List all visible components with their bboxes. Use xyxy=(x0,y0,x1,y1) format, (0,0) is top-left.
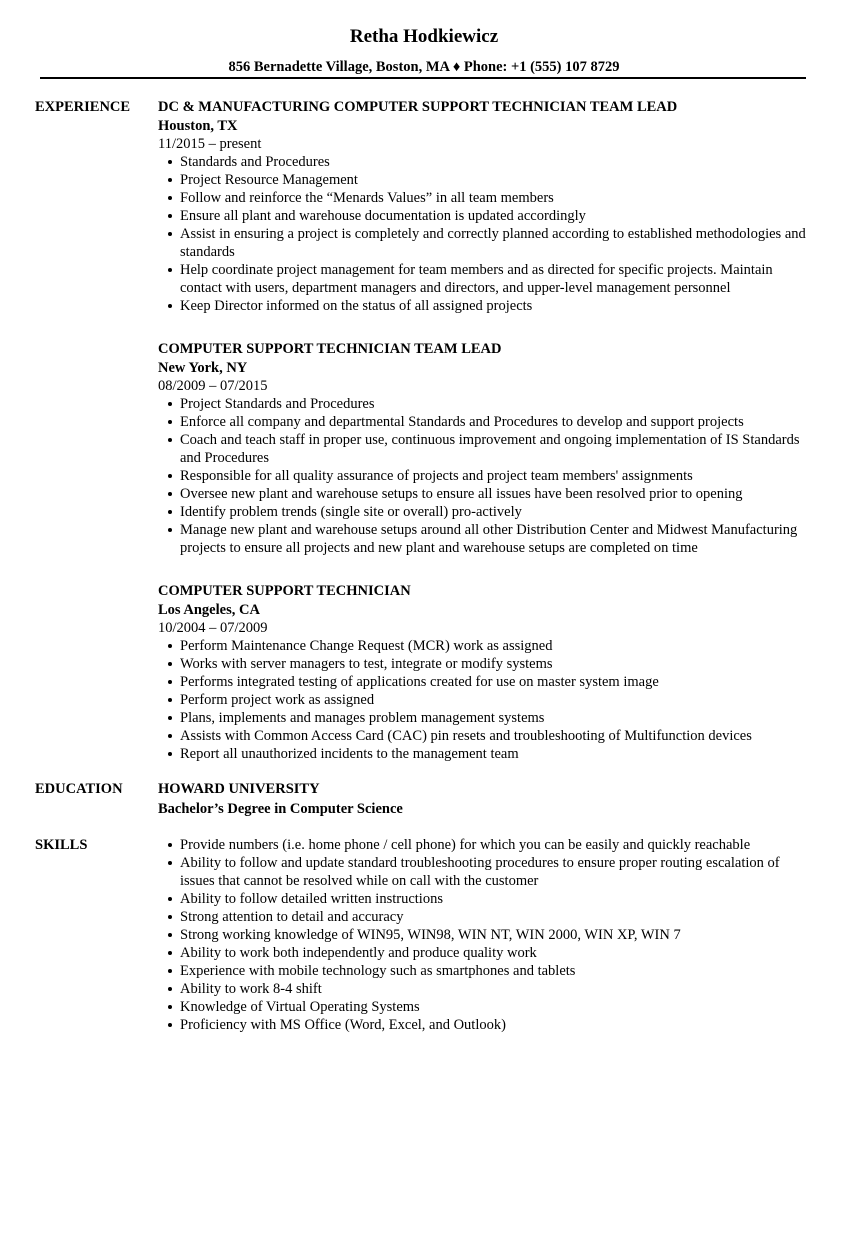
list-item: Strong working knowledge of WIN95, WIN98, WIN NT, WIN 2000, WIN XP, WIN 7 xyxy=(180,926,810,944)
candidate-name: Retha Hodkiewicz xyxy=(349,26,499,47)
list-item: Enforce all company and departmental Standards and Procedures to develop and support projects xyxy=(180,413,810,431)
list-item: Knowledge of Virtual Operating Systems xyxy=(180,998,810,1016)
list-item: Assist in ensuring a project is completely and correctly planned according to established methodologies and standards xyxy=(180,225,810,261)
list-item: Plans, implements and manages problem management systems xyxy=(180,709,810,727)
list-item: Keep Director informed on the status of all assigned projects xyxy=(180,297,810,315)
section-label-experience: EXPERIENCE xyxy=(35,99,131,115)
list-item: Ability to work 8-4 shift xyxy=(180,980,810,998)
list-item: Ensure all plant and warehouse documentation is updated accordingly xyxy=(180,207,810,225)
list-item: Help coordinate project management for team members and as directed for specific projects. Maintain contact with users, department managers and directors, and upper-level management personnel xyxy=(180,261,810,297)
list-item: Project Standards and Procedures xyxy=(180,395,810,413)
list-item: Coach and teach staff in proper use, continuous improvement and ongoing implementation of IS Standards and Procedures xyxy=(180,431,810,467)
job-dates: 08/2009 – 07/2015 xyxy=(158,378,268,394)
contact-info: 856 Bernadette Village, Boston, MA ♦ Phone: +1 (555) 107 8729 xyxy=(228,59,620,75)
section-label-education: EDUCATION xyxy=(35,781,123,797)
job-title: COMPUTER SUPPORT TECHNICIAN xyxy=(158,583,411,599)
list-item: Ability to follow and update standard troubleshooting procedures to ensure proper routing escalation of issues that cannot be resolved while on call with the customer xyxy=(180,854,810,890)
job-location: Houston, TX xyxy=(158,118,238,134)
list-item: Performs integrated testing of applications created for use on master system image xyxy=(180,673,810,691)
school-name: HOWARD UNIVERSITY xyxy=(158,781,320,797)
job-location: New York, NY xyxy=(158,360,248,376)
list-item: Experience with mobile technology such as smartphones and tablets xyxy=(180,962,810,980)
list-item: Responsible for all quality assurance of projects and project team members' assignments xyxy=(180,467,810,485)
header-divider xyxy=(40,77,806,79)
list-item: Ability to work both independently and produce quality work xyxy=(180,944,810,962)
job-title: DC & MANUFACTURING COMPUTER SUPPORT TECHNICIAN TEAM LEAD xyxy=(158,99,678,115)
job-entry xyxy=(158,582,810,763)
list-item: Report all unauthorized incidents to the management team xyxy=(180,745,810,763)
job-bullets xyxy=(158,153,810,315)
job-entry xyxy=(158,98,810,315)
education-section xyxy=(35,780,810,818)
degree: Bachelor’s Degree in Computer Science xyxy=(158,801,403,817)
list-item: Proficiency with MS Office (Word, Excel, and Outlook) xyxy=(180,1016,810,1034)
job-dates: 10/2004 – 07/2009 xyxy=(158,620,268,636)
list-item: Perform Maintenance Change Request (MCR) work as assigned xyxy=(180,637,810,655)
job-location: Los Angeles, CA xyxy=(158,602,260,618)
experience-list xyxy=(158,98,810,788)
list-item: Project Resource Management xyxy=(180,171,810,189)
list-item: Perform project work as assigned xyxy=(180,691,810,709)
job-title: COMPUTER SUPPORT TECHNICIAN TEAM LEAD xyxy=(158,341,502,357)
list-item: Identify problem trends (single site or overall) pro-actively xyxy=(180,503,810,521)
list-item: Strong attention to detail and accuracy xyxy=(180,908,810,926)
job-entry xyxy=(158,340,810,557)
list-item: Ability to follow detailed written instructions xyxy=(180,890,810,908)
job-bullets xyxy=(158,637,810,763)
experience-section xyxy=(35,98,810,788)
list-item: Manage new plant and warehouse setups around all other Distribution Center and Midwest Manufacturing projects to ensure all projects and new plant and warehouse setups are completed on time xyxy=(180,521,810,557)
list-item: Provide numbers (i.e. home phone / cell phone) for which you can be easily and quickly reachable xyxy=(180,836,810,854)
skills-section xyxy=(35,836,810,1034)
list-item: Oversee new plant and warehouse setups to ensure all issues have been resolved prior to opening xyxy=(180,485,810,503)
list-item: Works with server managers to test, integrate or modify systems xyxy=(180,655,810,673)
list-item: Follow and reinforce the “Menards Values” in all team members xyxy=(180,189,810,207)
skills-list xyxy=(158,836,810,1034)
list-item: Assists with Common Access Card (CAC) pin resets and troubleshooting of Multifunction devices xyxy=(180,727,810,745)
job-dates: 11/2015 – present xyxy=(158,136,262,152)
section-label-skills: SKILLS xyxy=(35,837,88,853)
job-bullets xyxy=(158,395,810,557)
list-item: Standards and Procedures xyxy=(180,153,810,171)
